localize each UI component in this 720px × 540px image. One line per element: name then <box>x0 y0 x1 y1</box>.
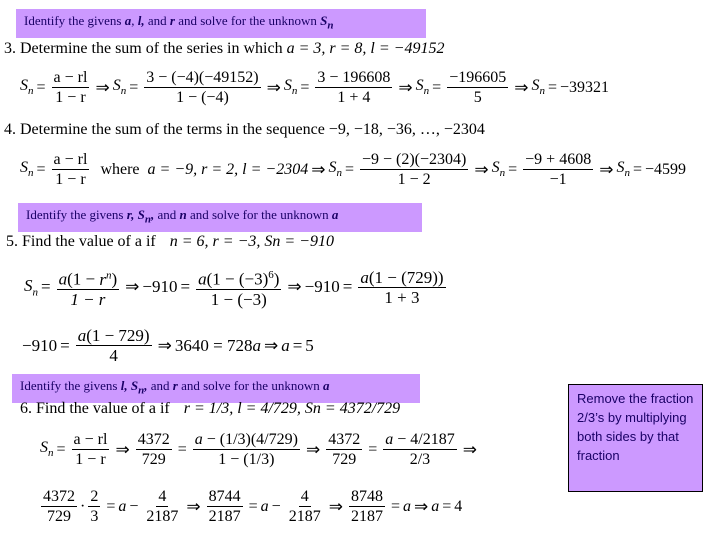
problem-5-stem: 5. Find the value of a if <box>6 233 156 250</box>
problem-6-stem: 6. Find the value of a if <box>20 400 170 417</box>
banner-identify-givens-2: Identify the givens r, $S_n$, and n and solve for the unknown a <box>18 203 422 232</box>
problem-5-solution-line-1: $S_n$ = $\frac{a(1 - r^n)}{1 - r}$ ⇒ −910 = $\frac{a(1 - (-3)^6)}{1 - (-3)}$ ⇒ −910 = $\frac{a(1 - (729))}{1 + 3}$ <box>24 267 444 309</box>
problem-6-givens: r = 1/3, l = 4/729, Sn = 4372/729 <box>183 400 401 417</box>
problem-3-givens: a = 3, r = 8, l = −49152 <box>286 40 445 57</box>
note-box <box>568 384 703 492</box>
banner-identify-givens-3: Identify the givens l, $S_n$, and r and solve for the unknown a <box>12 374 420 403</box>
problem-4-solution: $S_n$ = $\frac{a - rl}{1 - r}$ where a = −9, r = 2, l = −2304 ⇒ $S_n$ = $\frac{-9 - (2)(-2304)}{1 - 2}$ ⇒ $S_n$ = $\frac{-9 + 4608}{-1}$ ⇒ $S_n$ = −4599 <box>20 151 686 188</box>
problem-6-solution-line-2: $\frac{4372}{729}$ · $\frac{2}{3}$ = a − $\frac{4}{2187}$ ⇒ $\frac{8744}{2187}$ = a − $\frac{4}{2187}$ ⇒ $\frac{8748}{2187}$ = a ⇒ a = 4 <box>43 488 463 525</box>
problem-5-givens: n = 6, r = −3, Sn = −910 <box>169 233 334 250</box>
problem-3-statement <box>4 40 444 58</box>
problem-3-stem: 3. Determine the sum of the series in which <box>4 40 283 57</box>
problem-4-statement <box>4 121 485 139</box>
problem-5-statement <box>6 233 334 251</box>
problem-5-solution-line-2: −910 = $\frac{a(1 - 729)}{4}$ ⇒ 3640 = 728a ⇒ a = 5 <box>22 326 314 365</box>
problem-3-solution: $S_n$ = $\frac{a - rl}{1 - r}$ ⇒ $S_n$ = $\frac{3 - (-4)(-49152)}{1 - (-4)}$ ⇒ $S_n$ = $\frac{3 - 196608}{1 + 4}$ ⇒ $S_n$ = $\frac{-196605}{5}$ ⇒ $S_n$ = −39321 <box>20 69 610 106</box>
problem-4-stem: 4. Determine the sum of the terms in the sequence <box>4 121 325 138</box>
banner-identify-givens-1: Identify the givens a, l, and r and solve for the unknown $S_n$ <box>16 9 426 38</box>
problem-6-statement <box>20 400 400 418</box>
note-text: Remove the fraction 2/3’s by multiplying both sides by that fraction <box>577 391 694 463</box>
problem-6-solution-line-1: $S_n$ = $\frac{a - rl}{1 - r}$ ⇒ $\frac{4372}{729}$ = $\frac{a - (1/3)(4/729)}{1 - (1/3)}$ ⇒ $\frac{4372}{729}$ = $\frac{a - 4/2187}{2/3}$ ⇒ <box>40 431 477 468</box>
problem-4-sequence: −9, −18, −36, …, −2304 <box>328 121 485 138</box>
